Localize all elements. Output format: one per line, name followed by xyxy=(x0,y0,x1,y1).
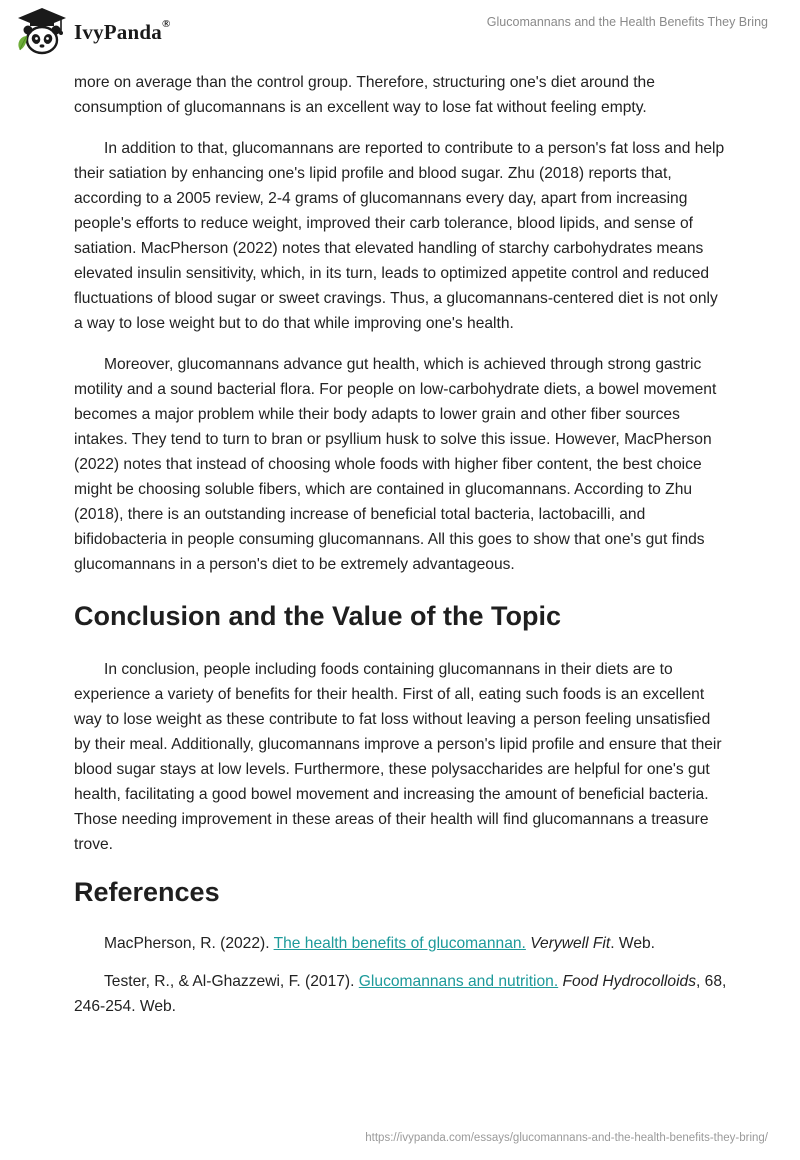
paragraph-lipid-profile: In addition to that, glucomannans are reported to contribute to a person's fat loss and help their satiation by enhancing one's lipid profile and blood sugar. Zhu (2018) reports that, according to a 2005 review, 2-4 grams of glucomannans every day, apart from increasing people's efforts to reduce weight, improved their carb tolerance, blood lipids, and sense of satiation. MacPherson (2022) notes that elevated handling of starchy carbohydrates means elevated insulin sensitivity, which, in its turn, leads to optimized appetite control and reduced fluctuations of blood sugar or sweet cravings. Thus, a glucomannans-centered diet is not only a way to lose weight but to do that while improving one's health. xyxy=(74,140,725,332)
references-heading: References xyxy=(74,877,220,907)
reference-item xyxy=(74,969,730,1019)
page-header xyxy=(0,0,800,66)
brand-logo[interactable] xyxy=(14,6,170,58)
footer-url[interactable]: https://ivypanda.com/essays/glucomannans-and-the-health-benefits-they-bring/ xyxy=(365,1132,768,1144)
reference-details: . Web. xyxy=(610,935,656,952)
reference-journal: Verywell Fit xyxy=(530,935,611,952)
panda-graduate-logo-icon xyxy=(14,6,70,58)
reference-link[interactable]: The health benefits of glucomannan. xyxy=(273,935,526,952)
conclusion-heading: Conclusion and the Value of the Topic xyxy=(74,601,562,631)
reference-authors: Tester, R., & Al-Ghazzewi, F. (2017). xyxy=(104,973,359,990)
reference-details: , 68, 246-254. Web. xyxy=(74,973,727,1015)
running-title: Glucomannans and the Health Benefits They Bring xyxy=(486,15,768,29)
brand-name: IvyPanda® xyxy=(74,17,171,44)
reference-link[interactable]: Glucomannans and nutrition. xyxy=(358,973,559,990)
paragraph-gut-health: Moreover, glucomannans advance gut health, which is achieved through strong gastric motility and a sound bacterial flora. For people on low-carbohydrate diets, a bowel movement becomes a major problem while their body adapts to lower grain and other fiber sources intakes. They tend to turn to bran or psyllium husk to solve this issue. However, MacPherson (2022) notes that instead of choosing whole foods with higher fiber content, the best choice might be choosing soluble fibers, which are contained in glucomannans. According to Zhu (2018), there is an outstanding increase of beneficial total bacteria, lactobacilli, and bifidobacteria in people consuming glucomannans. All this goes to show that one's gut finds glucomannans in a person's diet to be extremely advantageous. xyxy=(74,356,717,573)
reference-authors: MacPherson, R. (2022). xyxy=(104,935,274,952)
essay-content xyxy=(74,70,730,1032)
reference-item xyxy=(74,931,730,956)
conclusion-paragraph: In conclusion, people including foods containing glucomannans in their diets are to experience a variety of benefits for their health. First of all, eating such foods is an excellent way to lose weight as these contribute to fat loss without leaving a person feeling unsatisfied by their meal. Additionally, glucomannans improve a person's lipid profile and ensure that their blood sugar stays at low levels. Furthermore, these polysaccharides are helpful for one's gut health, facilitating a good bowel movement and increasing the amount of beneficial bacteria. Those needing improvement in these areas of their health will find glucomannans a treasure trove. xyxy=(74,661,722,853)
paragraph-continuation: more on average than the control group. Therefore, structuring one's diet around the consumption of glucomannans is an excellent way to lose fat without feeling empty. xyxy=(74,74,655,116)
reference-journal: Food Hydrocolloids xyxy=(562,973,697,990)
